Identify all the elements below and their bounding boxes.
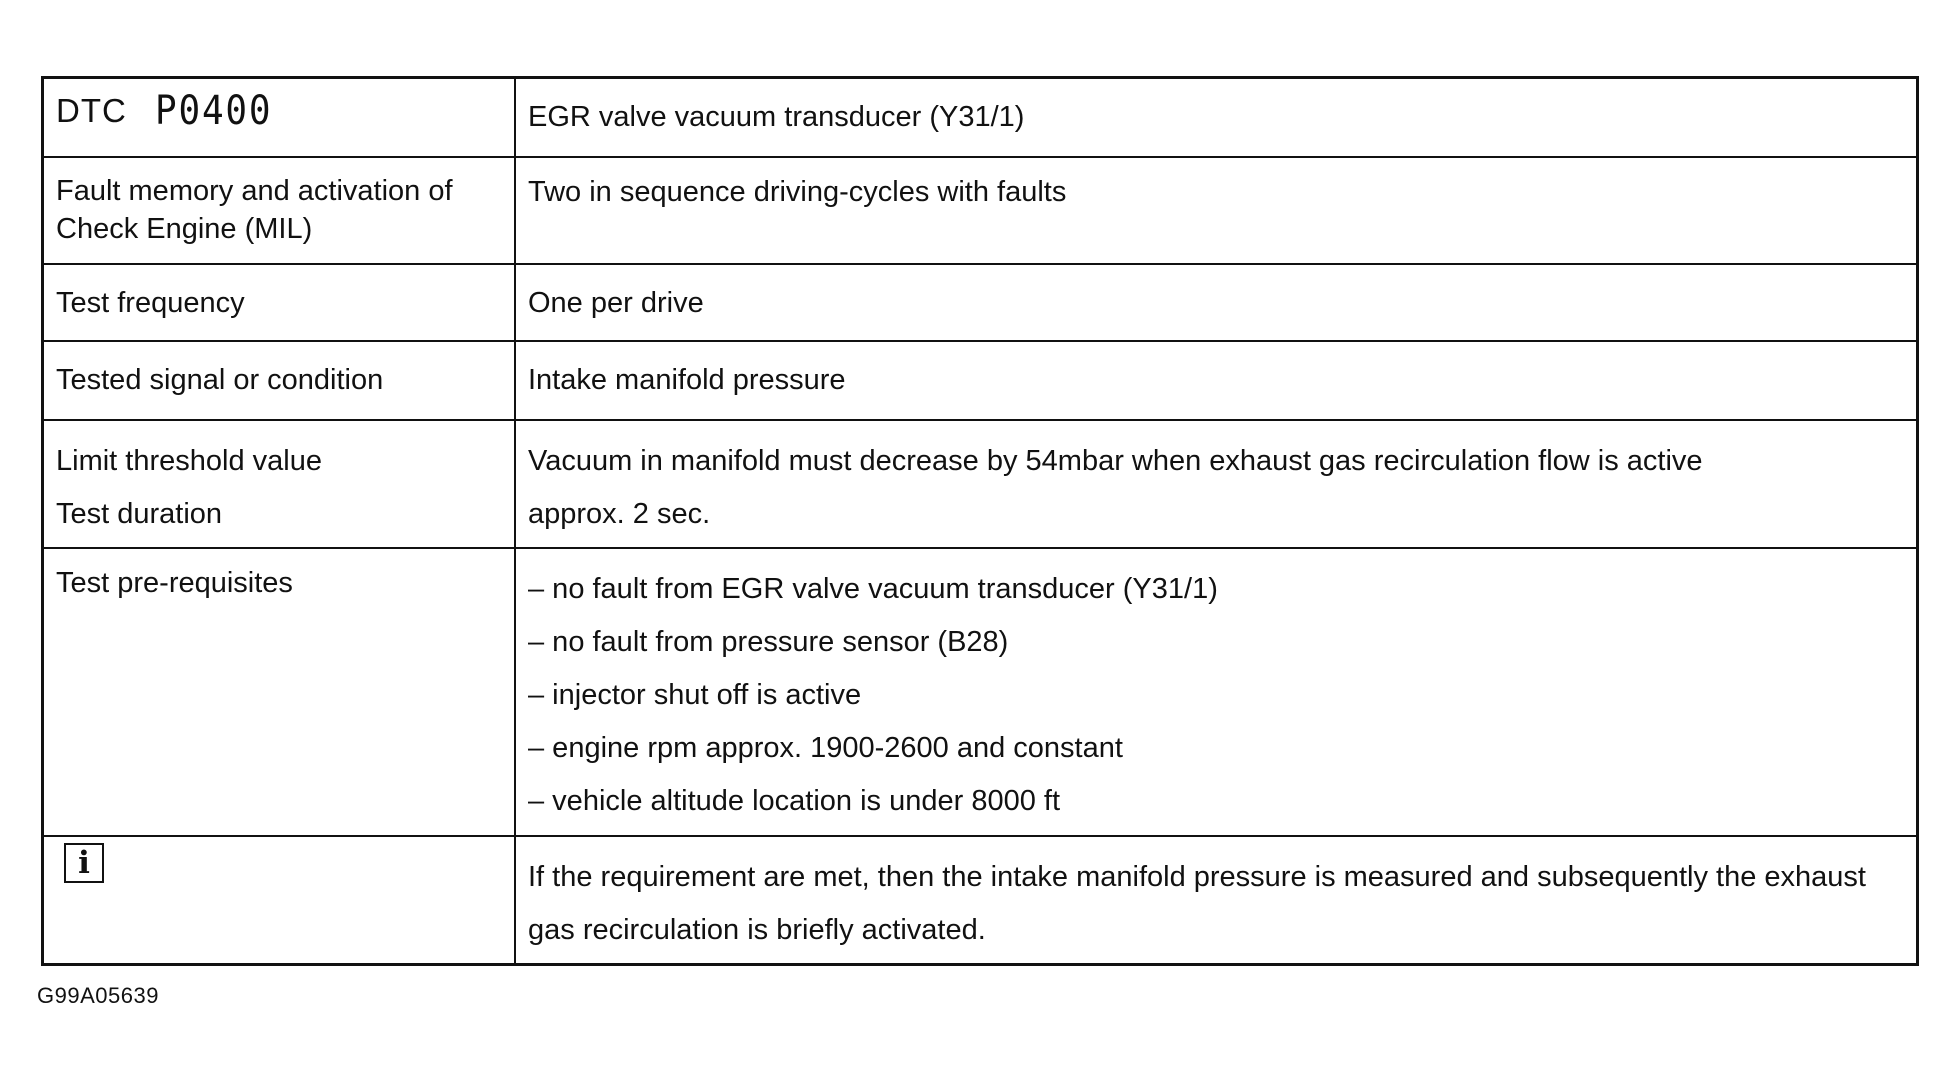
prerequisite-item: – engine rpm approx. 1900-2600 and constant	[528, 732, 1123, 764]
limit-threshold-value: Vacuum in manifold must decrease by 54mbar when exhaust gas recirculation flow is active	[528, 445, 1703, 477]
info-text: If the requirement are met, then the intake manifold pressure is measured and subsequently the exhaust gas recirculation is briefly activated.	[528, 861, 1866, 946]
dtc-description: EGR valve vacuum transducer (Y31/1)	[528, 101, 1025, 133]
fault-memory-value: Two in sequence driving-cycles with faults	[528, 176, 1067, 208]
figure-code: G99A05639	[37, 983, 159, 1008]
tested-signal-label: Tested signal or condition	[56, 364, 384, 396]
prerequisites-list	[516, 549, 1916, 837]
dtc-word: DTC	[56, 92, 127, 129]
tested-signal-label-cell	[44, 342, 516, 421]
fault-memory-label: Fault memory and activation of Check Engine (MIL)	[56, 175, 453, 245]
limit-threshold-label: Limit threshold value	[56, 445, 322, 477]
info-label-cell	[44, 837, 516, 963]
fault-memory-value-cell	[516, 158, 1916, 265]
limit-duration-value-cell	[516, 421, 1916, 549]
tested-signal-value-cell	[516, 342, 1916, 421]
prerequisites-label: Test pre-requisites	[56, 567, 293, 599]
test-frequency-label: Test frequency	[56, 287, 245, 319]
test-frequency-label-cell	[44, 265, 516, 342]
info-text-cell	[516, 837, 1916, 963]
fault-memory-label-cell	[44, 158, 516, 265]
tested-signal-value: Intake manifold pressure	[528, 364, 846, 396]
dtc-code: P0400	[154, 88, 273, 134]
dtc-description-cell	[516, 79, 1916, 158]
prerequisite-item: – no fault from pressure sensor (B28)	[528, 626, 1009, 658]
test-duration-value: approx. 2 sec.	[528, 498, 711, 530]
test-frequency-value-cell	[516, 265, 1916, 342]
test-frequency-value: One per drive	[528, 287, 704, 319]
prerequisite-item: – no fault from EGR valve vacuum transducer (Y31/1)	[528, 573, 1218, 605]
prerequisite-item: – vehicle altitude location is under 8000 ft	[528, 785, 1061, 817]
prerequisite-item: – injector shut off is active	[528, 679, 862, 711]
info-icon: i	[64, 843, 104, 883]
test-duration-label: Test duration	[56, 498, 223, 530]
dtc-label-cell	[44, 79, 516, 158]
prerequisites-label-cell	[44, 549, 516, 837]
limit-duration-label-cell	[44, 421, 516, 549]
dtc-spec-table	[41, 76, 1919, 966]
